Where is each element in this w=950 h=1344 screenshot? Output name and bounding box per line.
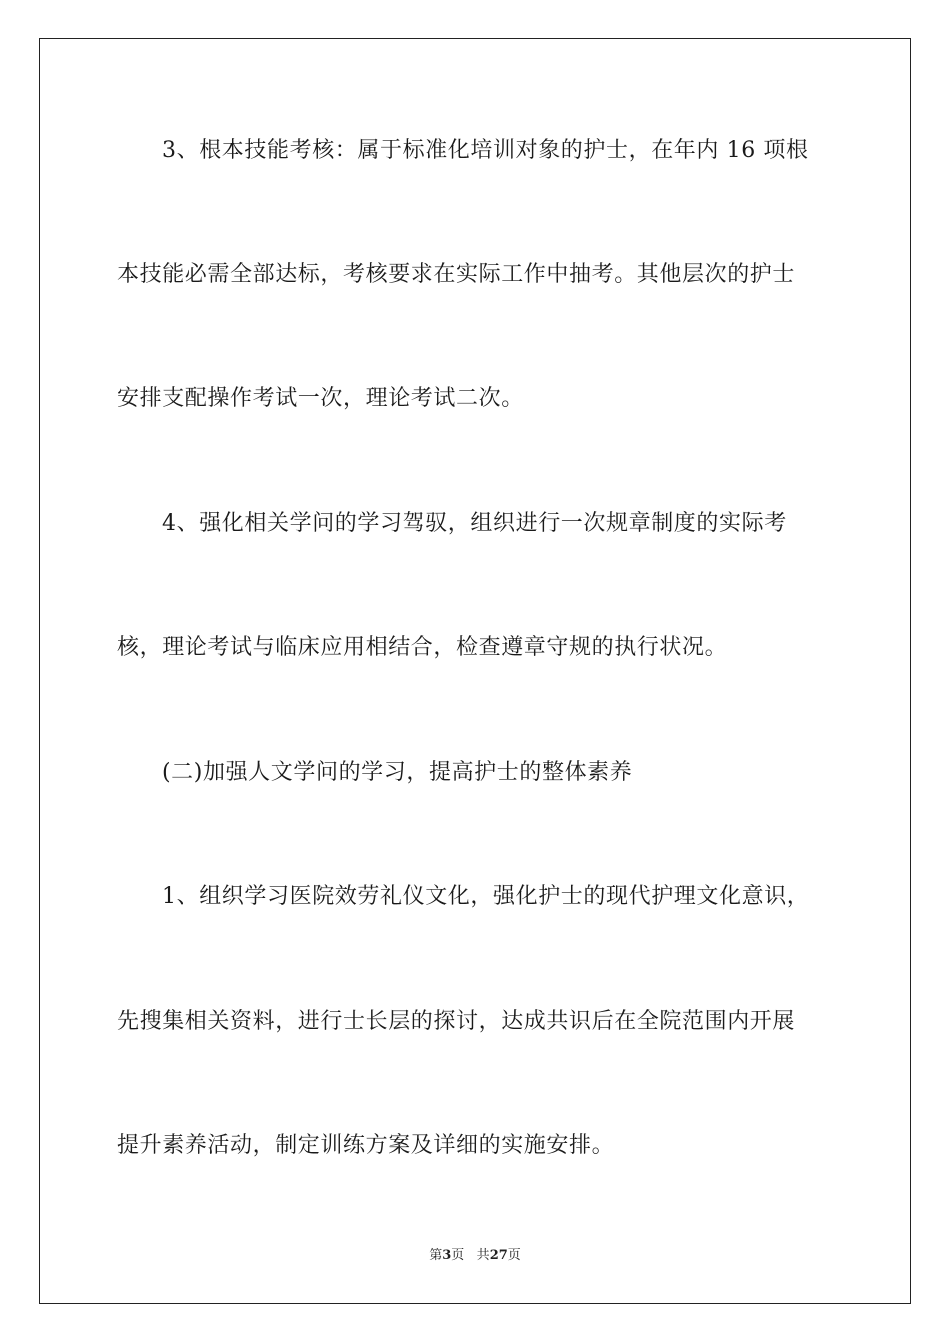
total-prefix: 共 [476,1248,490,1263]
page-border [39,38,911,1304]
total-suffix: 页 [507,1248,521,1263]
page-suffix: 页 [451,1248,465,1263]
page-footer [0,1248,950,1264]
page-number: 3 [442,1248,452,1263]
section-heading: (二)加强人文学问的学习，提高护士的整体素养 [162,760,633,785]
paragraph-line: 核，理论考试与临床应用相结合，检查遵章守规的执行状况。 [117,635,728,660]
paragraph-line: 提升素养活动，制定训练方案及详细的实施安排。 [117,1133,615,1158]
paragraph-line: 安排支配操作考试一次，理论考试二次。 [117,386,524,411]
paragraph-line: 先搜集相关资料，进行士长层的探讨，达成共识后在全院范围内开展 [117,1009,796,1034]
page-prefix: 第 [429,1248,443,1263]
paragraph-line: 3、根本技能考核：属于标准化培训对象的护士，在年内 16 项根 [162,138,809,163]
paragraph-line: 4、强化相关学问的学习驾驭，组织进行一次规章制度的实际考 [162,511,787,536]
paragraph-line: 本技能必需全部达标，考核要求在实际工作中抽考。其他层次的护士 [117,262,796,287]
paragraph-line: 1、组织学习医院效劳礼仪文化，强化护士的现代护理文化意识， [162,884,810,909]
total-pages: 27 [489,1248,508,1263]
